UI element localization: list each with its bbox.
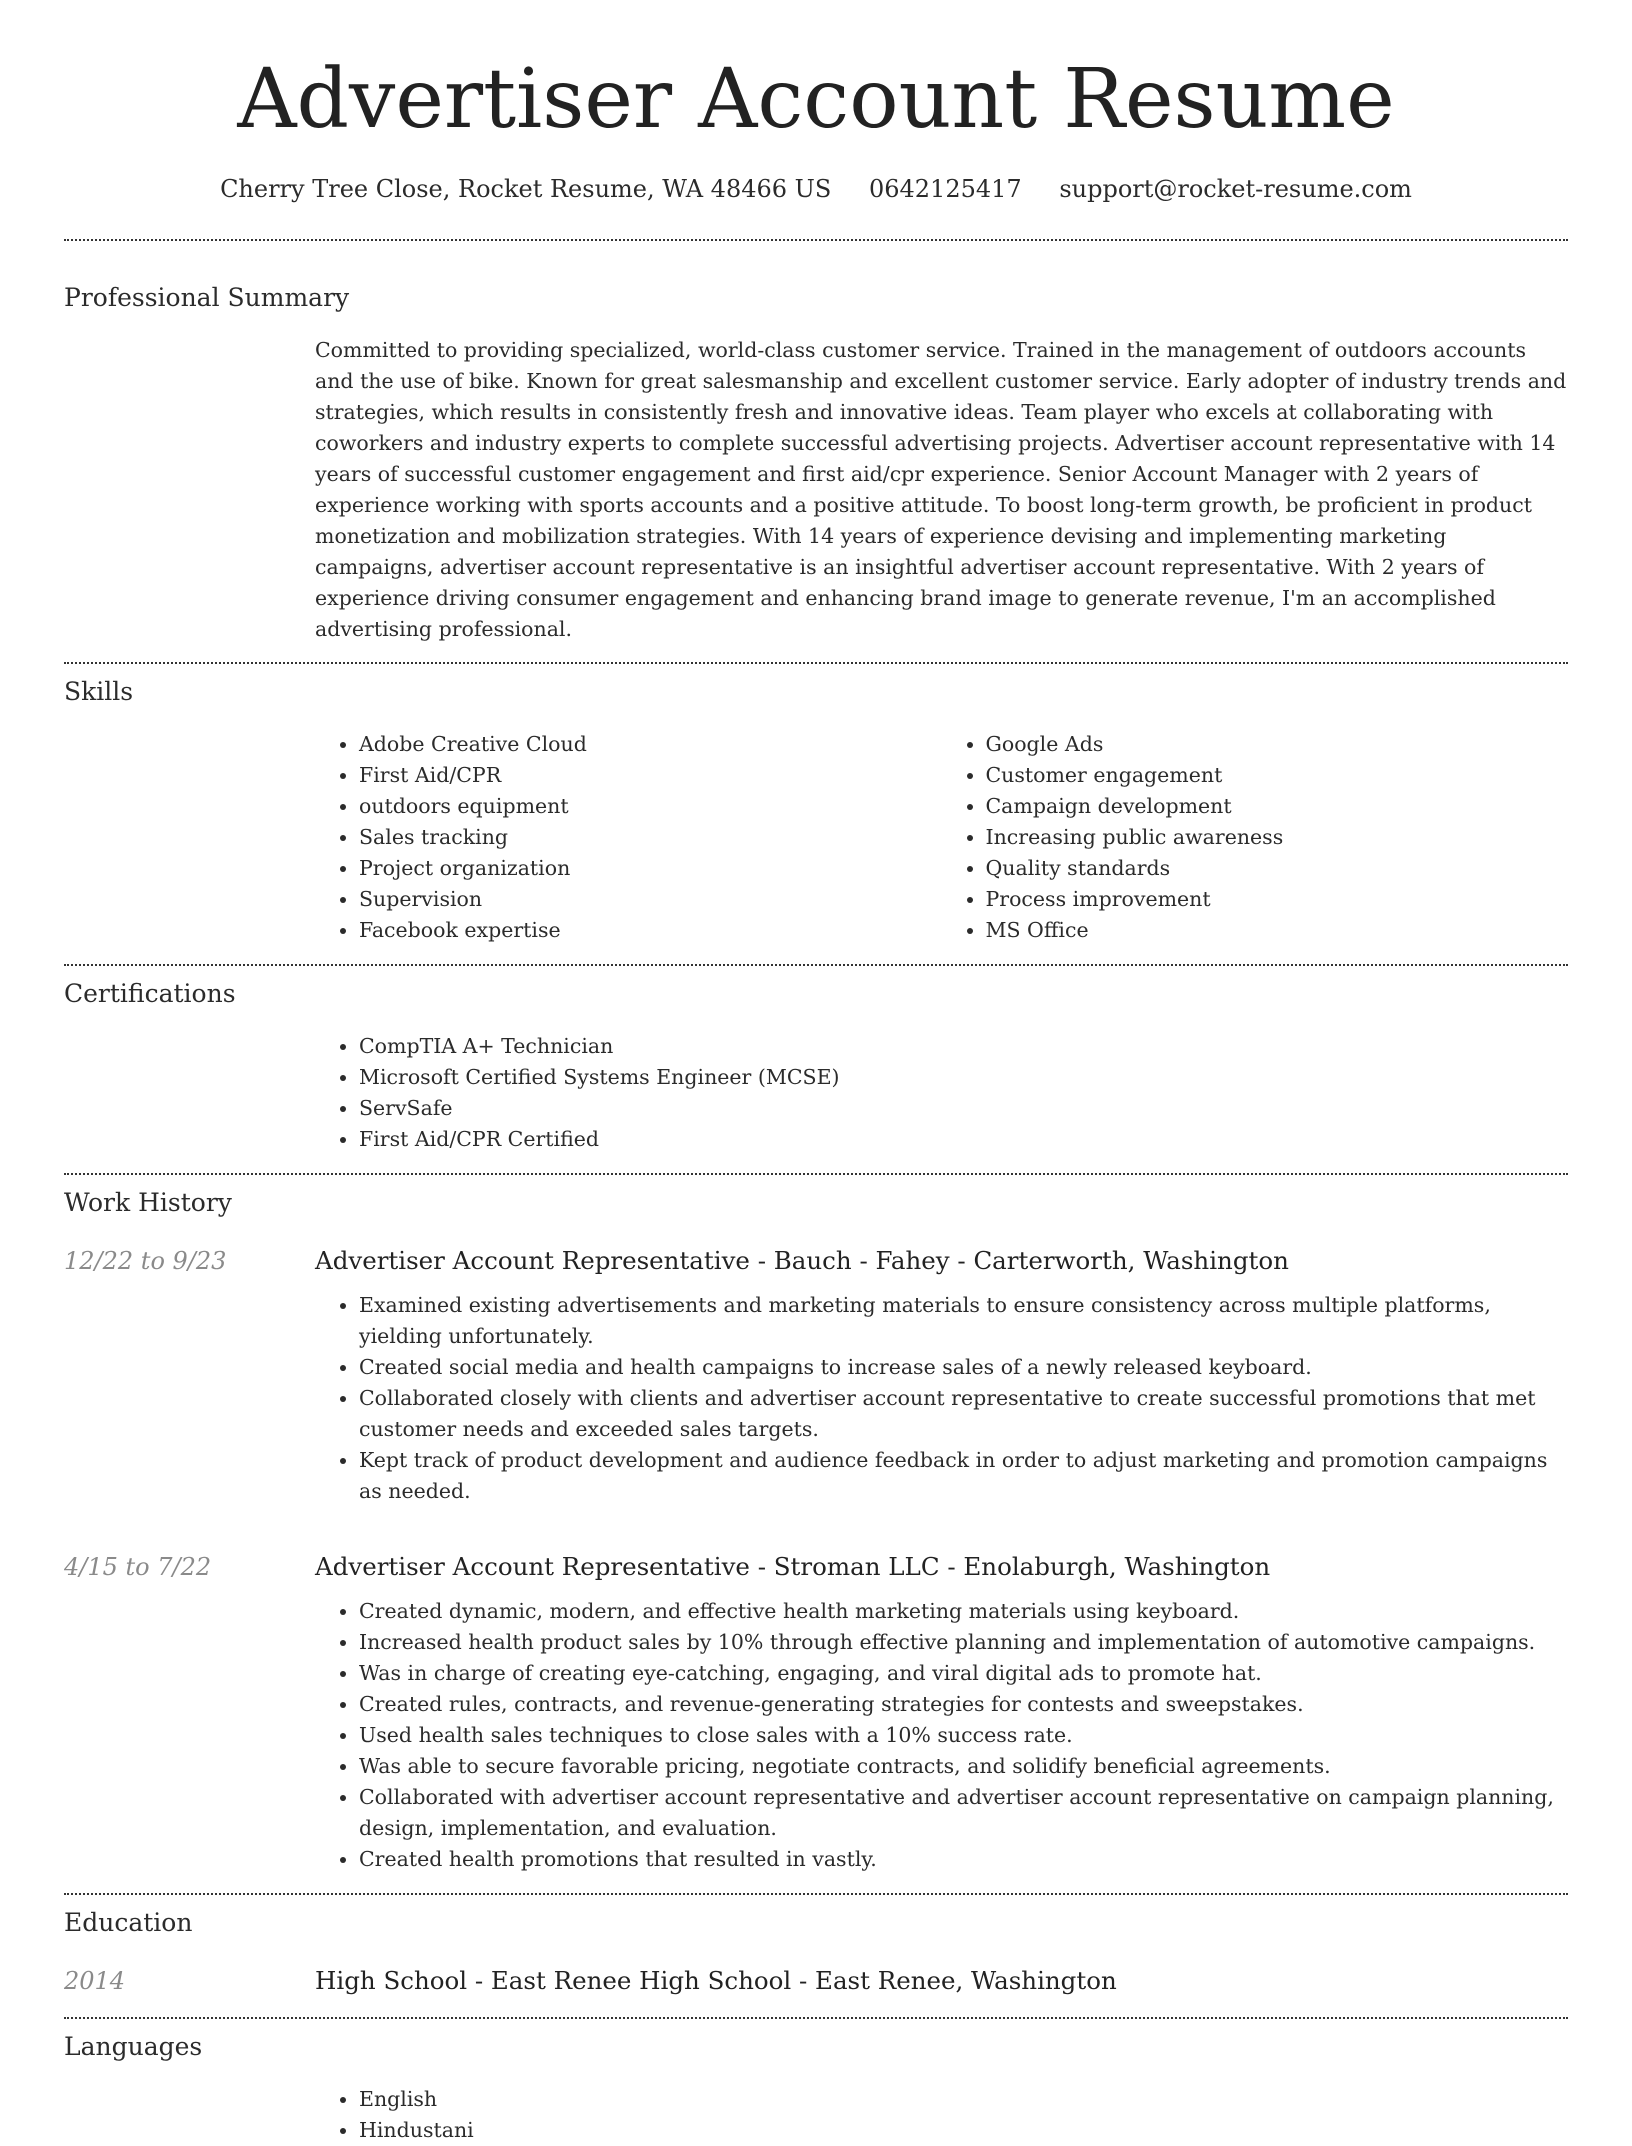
certification-item: • CompTIA A+ Technician	[359, 1031, 1568, 1062]
skill-item: • Adobe Creative Cloud	[359, 729, 942, 760]
section-divider	[64, 1173, 1568, 1175]
skill-item: • Customer engagement	[986, 760, 1569, 791]
job-bullet: • Created dynamic, modern, and effective health marketing materials using keyboard.	[359, 1596, 1568, 1627]
education-entry	[64, 1964, 1568, 1998]
education-heading: Education	[64, 1908, 193, 1937]
job-bullet: • Was able to secure favorable pricing, negotiate contracts, and solidify beneficial agreements.	[359, 1751, 1568, 1782]
skill-item: • Google Ads	[986, 729, 1569, 760]
section-divider	[64, 662, 1568, 664]
job-bullet: • Created social media and health campaigns to increase sales of a newly released keyboard.	[359, 1352, 1568, 1383]
section-divider	[64, 239, 1568, 241]
job-title: Advertiser Account Representative - Stroman LLC - Enolaburgh, Washington	[315, 1552, 1271, 1581]
skill-item: • Supervision	[359, 884, 942, 915]
certifications-heading: Certifications	[64, 979, 236, 1008]
skill-item: • outdoors equipment	[359, 791, 942, 822]
skill-item: • Facebook expertise	[359, 915, 942, 946]
skills-column-left	[315, 729, 942, 946]
job-bullet: • Created rules, contracts, and revenue-generating strategies for contests and sweepstakes.	[359, 1689, 1568, 1720]
job-entry	[64, 1244, 1568, 1507]
skills-heading: Skills	[64, 677, 134, 706]
skill-item: • First Aid/CPR	[359, 760, 942, 791]
skill-item: • Process improvement	[986, 884, 1569, 915]
job-date: 4/15 to 7/22	[64, 1553, 212, 1581]
contact-address: Cherry Tree Close, Rocket Resume, WA 48466 US	[220, 175, 832, 203]
job-bullet: • Used health sales techniques to close sales with a 10% success rate.	[359, 1720, 1568, 1751]
work-history-heading: Work History	[64, 1188, 232, 1217]
certification-item: • ServSafe	[359, 1093, 1568, 1124]
resume-title: Advertiser Account Resume	[237, 52, 1395, 147]
work-history-section	[64, 1186, 1568, 1875]
languages-list	[315, 2084, 1568, 2146]
language-item: • English	[359, 2084, 1568, 2115]
summary-text: Committed to providing specialized, world-class customer service. Trained in the management of outdoors accounts and the use of bike. Known for great salesmanship and excellent customer service. Early adopter of industry trends and strategies, which results in consistently fresh and innovative ideas. Team player who excels at collaborating with coworkers and industry experts to complete successful advertising projects. Advertiser account representative with 14 years of successful customer engagement and first aid/cpr experience. Senior Account Manager with 2 years of experience working with sports accounts and a positive attitude. To boost long-term growth, be proficient in product monetization and mobilization strategies. With 14 years of experience devising and implementing marketing campaigns, advertiser account representative is an insightful advertiser account representative. With 2 years of experience driving consumer engagement and enhancing brand image to generate revenue, I'm an accomplished advertising professional.	[315, 338, 1567, 641]
skill-item: • Sales tracking	[359, 822, 942, 853]
languages-heading: Languages	[64, 2032, 203, 2061]
language-item: • Hindustani	[359, 2115, 1568, 2146]
education-title: High School - East Renee High School - East Renee, Washington	[315, 1966, 1117, 1995]
job-bullets	[315, 1596, 1568, 1875]
skills-list	[315, 729, 1568, 946]
section-divider	[64, 1893, 1568, 1895]
contact-phone: 0642125417	[868, 175, 1022, 203]
job-bullet: • Collaborated closely with clients and advertiser account representative to create successful promotions that met customer needs and exceeded sales targets.	[359, 1383, 1568, 1445]
job-bullet: • Kept track of product development and audience feedback in order to adjust marketing and promotion campaigns as needed.	[359, 1445, 1568, 1507]
certification-item: • First Aid/CPR Certified	[359, 1124, 1568, 1155]
skill-item: • Quality standards	[986, 853, 1569, 884]
skill-item: • Campaign development	[986, 791, 1569, 822]
skills-column-right	[942, 729, 1569, 946]
job-entry	[64, 1550, 1568, 1875]
skills-section	[64, 675, 1568, 946]
summary-heading: Professional Summary	[64, 283, 350, 312]
contact-line	[64, 172, 1568, 206]
skill-item: • Increasing public awareness	[986, 822, 1569, 853]
section-divider	[64, 2017, 1568, 2019]
certification-item: • Microsoft Certified Systems Engineer (MCSE)	[359, 1062, 1568, 1093]
job-bullet: • Collaborated with advertiser account representative and advertiser account representative on campaign planning, design, implementation, and evaluation.	[359, 1782, 1568, 1844]
section-divider	[64, 964, 1568, 966]
summary-section	[64, 281, 1568, 645]
education-section	[64, 1906, 1568, 1998]
languages-section	[64, 2030, 1568, 2146]
job-bullet: • Increased health product sales by 10% through effective planning and implementation of automotive campaigns.	[359, 1627, 1568, 1658]
certifications-list	[315, 1031, 1568, 1155]
resume-page	[64, 0, 1568, 2146]
job-bullet: • Examined existing advertisements and marketing materials to ensure consistency across multiple platforms, yielding unfortunately.	[359, 1290, 1568, 1352]
contact-email: support@rocket-resume.com	[1059, 175, 1412, 203]
skill-item: • MS Office	[986, 915, 1569, 946]
job-bullets	[315, 1290, 1568, 1507]
job-title: Advertiser Account Representative - Bauch - Fahey - Carterworth, Washington	[315, 1246, 1289, 1275]
job-date: 12/22 to 9/23	[64, 1247, 227, 1275]
certifications-section	[64, 977, 1568, 1155]
job-bullet: • Was in charge of creating eye-catching, engaging, and viral digital ads to promote hat.	[359, 1658, 1568, 1689]
skill-item: • Project organization	[359, 853, 942, 884]
education-date: 2014	[64, 1967, 126, 1995]
job-bullet: • Created health promotions that resulted in vastly.	[359, 1844, 1568, 1875]
